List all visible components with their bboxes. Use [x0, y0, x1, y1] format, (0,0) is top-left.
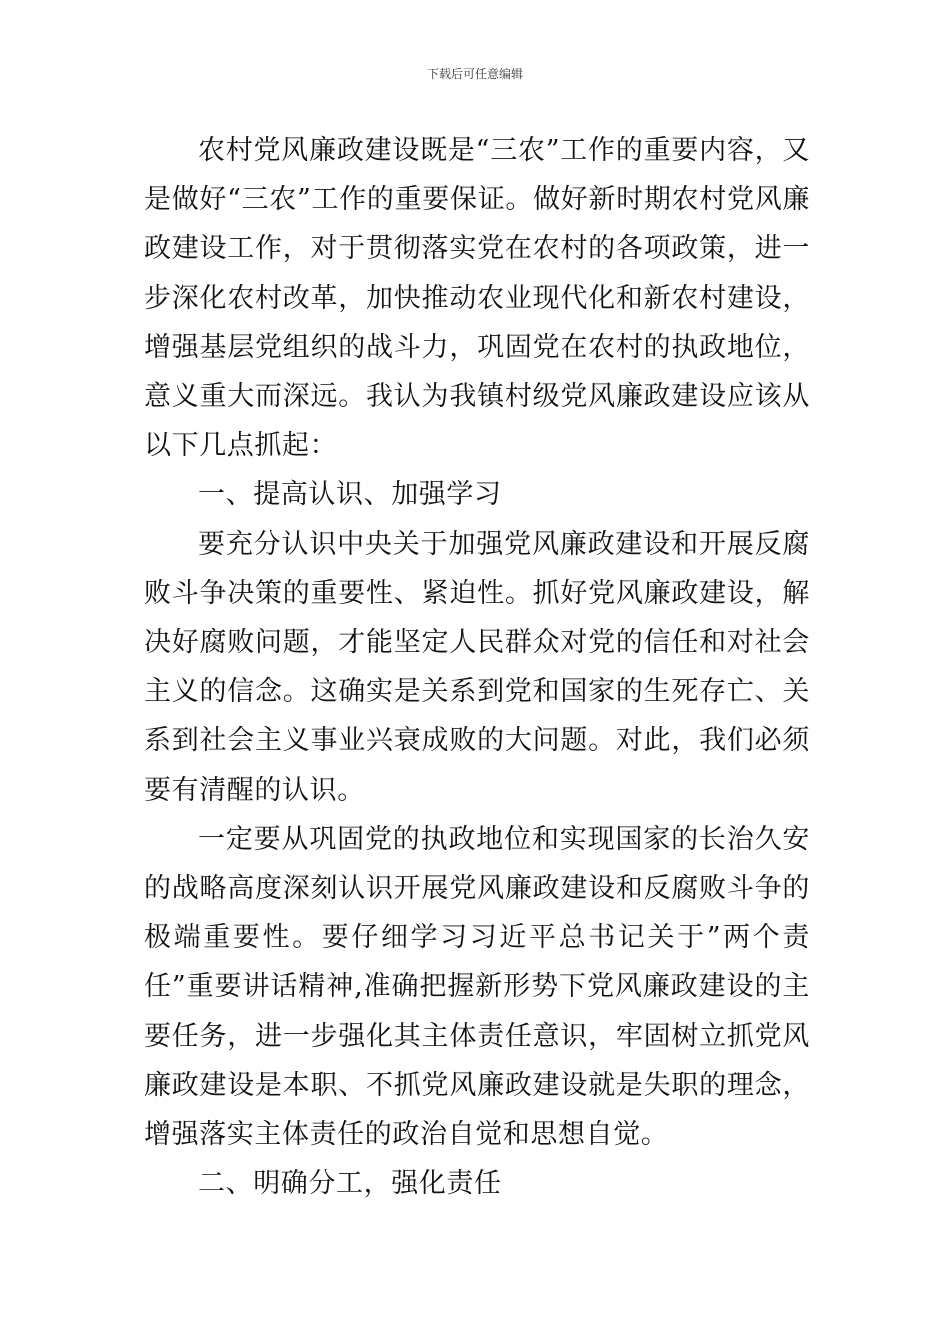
document-body [144, 126, 810, 1208]
paragraph-section-1-b: 一定要从巩固党的执政地位和实现国家的长治久安的战略高度深刻认识开展党风廉政建设和反腐败斗争的极端重要性。要仔细学习习近平总书记关于”两个责任”重要讲话精神,准确把握新形势下党风廉政建设的主要任务，进一步强化其主体责任意识，牢固树立抓党风廉政建设是本职、不抓党风廉政建设就是失职的理念，增强落实主体责任的政治自觉和思想自觉。 [144, 823, 810, 1151]
section-heading-2: 二、明确分工，强化责任 [198, 1168, 502, 1200]
paragraph-section-1-a: 要充分认识中央关于加强党风廉政建设和开展反腐败斗争决策的重要性、紧迫性。抓好党风廉政建设，解决好腐败问题，才能坚定人民群众对党的信任和对社会主义的信念。这确实是关系到党和国家的生死存亡、关系到社会主义事业兴衰成败的大问题。对此，我们必须要有清醒的认识。 [144, 528, 810, 806]
section-heading-1: 一、提高认识、加强学习 [198, 479, 502, 511]
page-header: 下载后可任意编辑 [426, 67, 523, 81]
paragraph-intro: 农村党风廉政建设既是“三农”工作的重要内容，又是做好“三农”工作的重要保证。做好新时期农村党风廉政建设工作，对于贯彻落实党在农村的各项政策，进一步深化农村改革，加快推动农业现代化和新农村建设，增强基层党组织的战斗力，巩固党在农村的执政地位，意义重大而深远。我认为我镇村级党风廉政建设应该从以下几点抓起： [144, 135, 810, 462]
